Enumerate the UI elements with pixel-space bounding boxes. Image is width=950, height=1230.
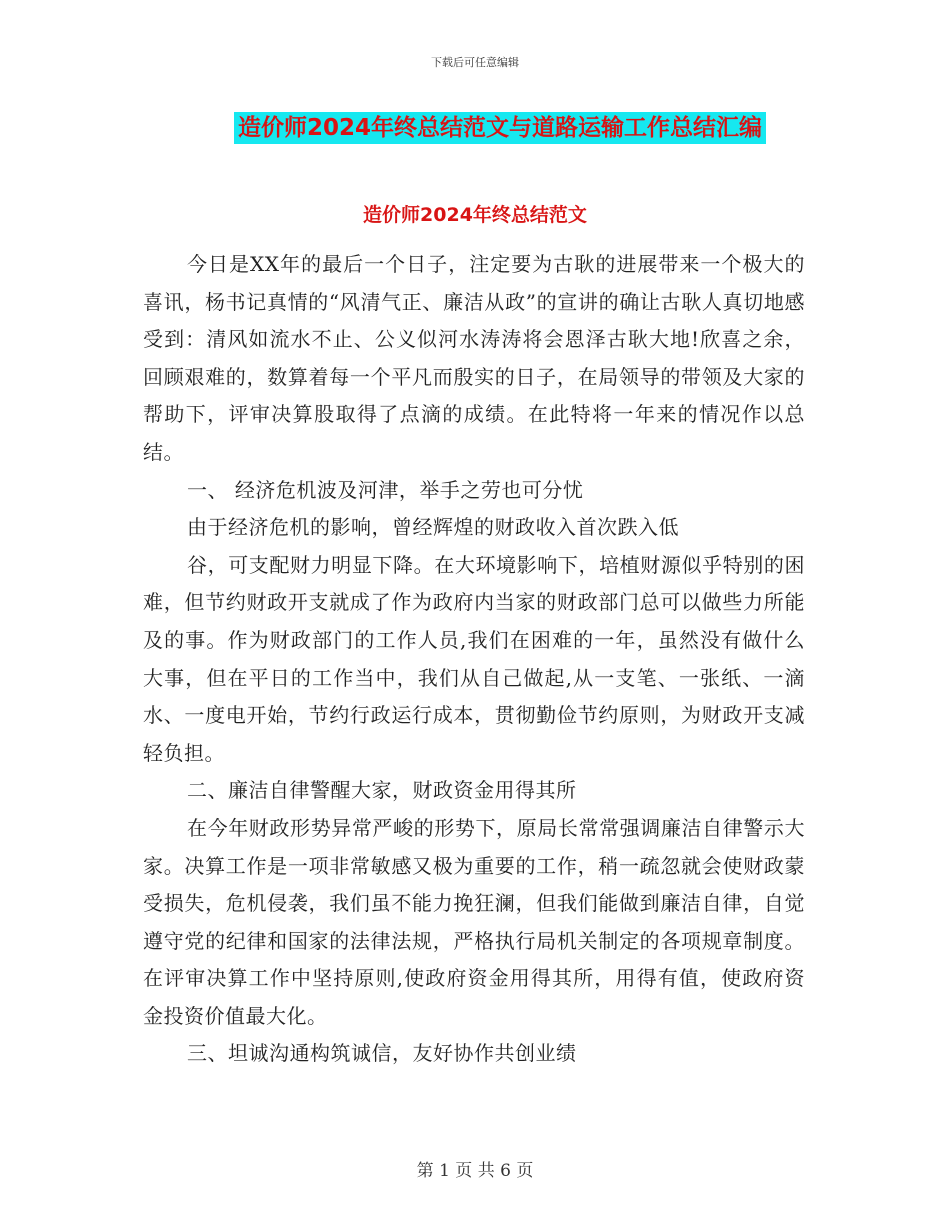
document-body	[143, 246, 805, 1073]
document-title: 造价师2024年终总结范文与道路运输工作总结汇编	[234, 112, 766, 144]
paragraph-2: 在今年财政形势异常严峻的形势下，原局长常常强调廉洁自律警示大家。决算工作是一项非常敏感又极为重要的工作，稍一疏忽就会使财政蒙受损失，危机侵袭，我们虽不能力挽狂澜，但我们能做到廉洁自律，自觉遵守党的纪律和国家的法律法规，严格执行局机关制定的各项规章制度。在评审决算工作中坚持原则,使政府资金用得其所，用得有值，使政府资金投资价值最大化。	[143, 815, 805, 1028]
heading-section-1: 一、 经济危机波及河津，举手之劳也可分忧	[187, 477, 584, 502]
main-title-wrap	[0, 112, 950, 144]
paragraph-1b: 谷，可支配财力明显下降。在大环境影响下，培植财源似乎特别的困难，但节约财政开支就成了作为政府内当家的财政部门总可以做些力所能及的事。作为财政部门的工作人员,我们在困难的一年，虽然没有做什么大事，但在平日的工作当中，我们从自己做起,从一支笔、一张纸、一滴水、一度电开始，节约行政运行成本，贯彻勤俭节约原则，为财政开支减轻负担。	[143, 552, 805, 765]
heading-section-2: 二、廉洁自律警醒大家，财政资金用得其所	[187, 778, 577, 803]
section-title: 造价师2024年终总结范文	[363, 204, 587, 226]
page-number: 第 1 页 共 6 页	[416, 1161, 534, 1181]
paragraph-intro: 今日是XX年的最后一个日子，注定要为古耿的进展带来一个极大的喜讯，杨书记真情的“风清气正、廉洁从政”的宣讲的确让古耿人真切地感受到：清风如流水不止、公义似河水涛涛将会恩泽古耿大地!欣喜之余，回顾艰难的，数算着每一个平凡而殷实的日子，在局领导的带领及大家的帮助下，评审决算股取得了点滴的成绩。在此特将一年来的情况作以总结。	[143, 252, 805, 464]
heading-section-3: 三、坦诚沟通构筑诚信，友好协作共创业绩	[187, 1041, 577, 1066]
header-note: 下载后可任意编辑	[431, 56, 519, 69]
paragraph-1a: 由于经济危机的影响，曾经辉煌的财政收入首次跌入低	[187, 515, 679, 540]
